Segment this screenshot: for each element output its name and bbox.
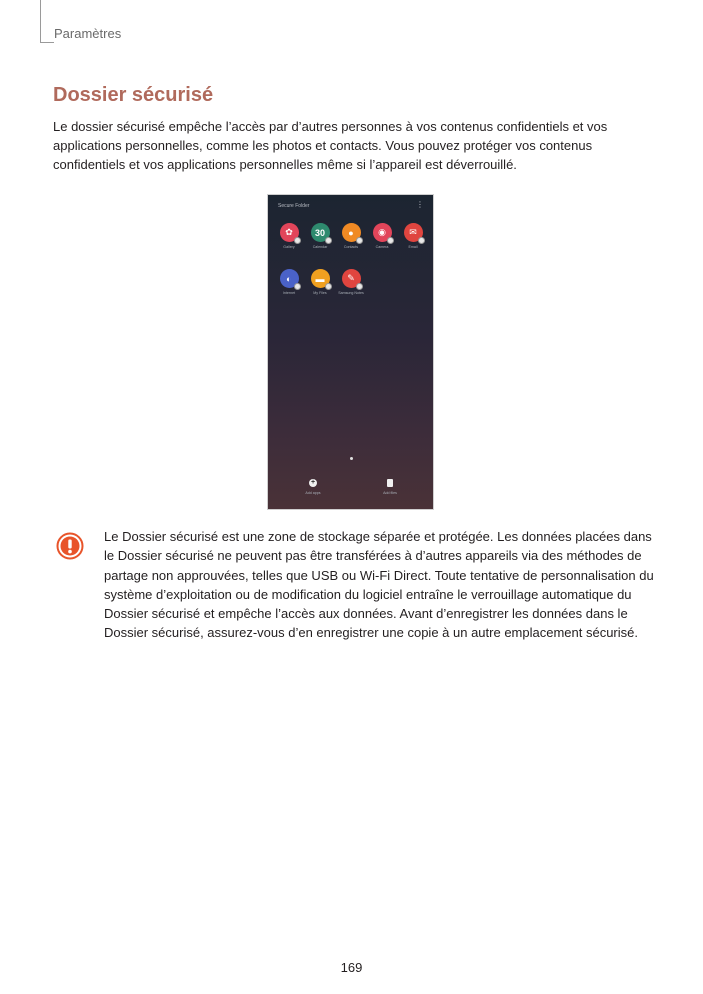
phone-screenshot	[267, 194, 434, 510]
app-contacts	[336, 223, 366, 249]
camera-icon: ◉	[373, 223, 392, 242]
email-icon: ✉	[404, 223, 423, 242]
secure-badge-icon	[294, 237, 301, 244]
app-calendar	[305, 223, 335, 249]
add-apps-action	[298, 479, 328, 495]
app-label: Email	[408, 245, 418, 249]
secure-badge-icon	[325, 237, 332, 244]
caution-icon	[56, 532, 84, 560]
app-label: Internet	[282, 291, 296, 295]
app-label: Camera	[375, 245, 389, 249]
app-gallery	[274, 223, 304, 249]
secure-badge-icon	[294, 283, 301, 290]
internet-icon: ◐	[280, 269, 299, 288]
secure-badge-icon	[356, 237, 363, 244]
app-label: Samsung Notes	[338, 291, 364, 295]
add-apps-label: Add apps	[305, 491, 321, 495]
secure-badge-icon	[387, 237, 394, 244]
running-header: Paramètres	[54, 26, 122, 41]
page-indicator-dot	[350, 457, 353, 460]
app-label: Calendar	[312, 245, 328, 249]
app-label: Gallery	[283, 245, 295, 249]
app-label: My Files	[313, 291, 327, 295]
phone-screen-title: Secure Folder	[278, 203, 310, 209]
app-samsung-notes	[336, 269, 366, 295]
document-icon	[387, 479, 393, 487]
contacts-icon: ●	[342, 223, 361, 242]
app-my-files	[305, 269, 335, 295]
add-files-label: Add files	[383, 491, 397, 495]
add-files-action	[375, 479, 405, 495]
notes-icon: ✎	[342, 269, 361, 288]
section-title: Dossier sécurisé	[53, 84, 214, 106]
secure-badge-icon	[325, 283, 332, 290]
intro-paragraph: Le dossier sécurisé empêche l’accès par d’autres personnes à vos contenus confidentiels et vos applications personnelles, comme les photos et contacts. Vous pouvez protéger vos contenus confidentiels et vos applications personnelles même si l’appareil est déverrouillé.	[53, 119, 608, 172]
app-email	[398, 223, 428, 249]
caution-paragraph: Le Dossier sécurisé est une zone de stockage séparée et protégée. Les données placées dans le Dossier sécurisé ne peuvent pas être transférées à d’autres appareils via des méthodes de partage non approuvées, telles que USB ou Wi-Fi Direct. Toute tentative de personnalisation du système d’exploitation ou de modification du logiciel entraîne le verrouillage automatique du Dossier sécurisé et empêche l’accès aux données. Avant d’enregistrer les données dans le Dossier sécurisé, assurez-vous d’en enregistrer une copie à un autre emplacement sécurisé.	[104, 529, 654, 641]
header-rule-vertical	[40, 0, 41, 42]
more-options-icon: ⋮	[416, 200, 424, 209]
add-icon: +	[310, 479, 316, 486]
page-number: 169	[340, 960, 363, 975]
app-label: Contacts	[343, 245, 359, 249]
calendar-icon: 30	[311, 223, 330, 242]
folder-icon: ▬	[311, 269, 330, 288]
secure-badge-icon	[418, 237, 425, 244]
header-rule-horizontal	[40, 42, 54, 43]
gallery-icon: ✿	[280, 223, 299, 242]
secure-badge-icon	[356, 283, 363, 290]
app-internet	[274, 269, 304, 295]
app-camera	[367, 223, 397, 249]
